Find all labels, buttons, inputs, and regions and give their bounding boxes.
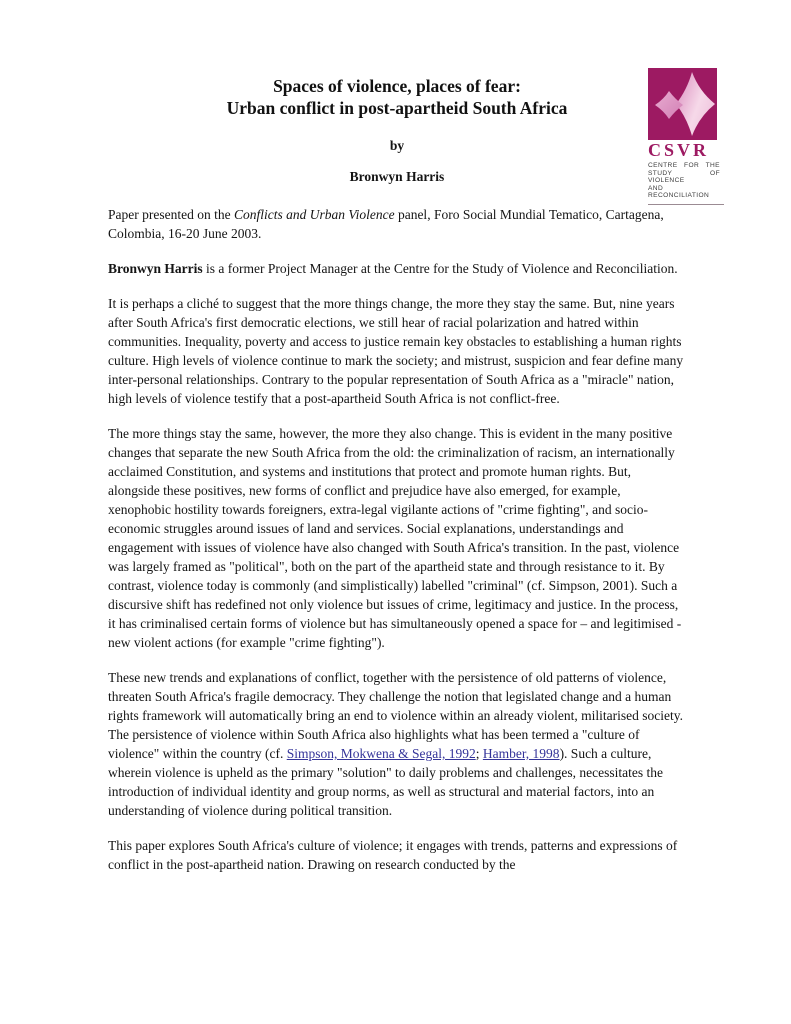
author-name: Bronwyn Harris [349, 169, 445, 184]
text-segment: Paper presented on the [108, 207, 234, 222]
citation-link-hamber-1998[interactable]: Hamber, 1998 [482, 746, 560, 761]
csvr-logo [648, 68, 720, 205]
paragraph [108, 205, 686, 243]
paper-title [108, 75, 686, 119]
csvr-logo-icon [648, 68, 717, 140]
paper-title-line1: Spaces of violence, places of fear: [273, 76, 521, 96]
byline-prefix: by [389, 138, 405, 153]
text-segment: ; [475, 746, 483, 761]
paragraph [108, 294, 686, 408]
text-segment: It is perhaps a cliché to suggest that the more things change, the more they stay the same. But, nine years after South Africa's first democratic elections, we still hear of racial polarization and hatred within communities. Inequality, poverty and access to justice remain key obstacles to establishing a human rights culture. High levels of violence continue to mark the society; and mistrust, suspicion and fear define many inter-personal relationships. Contrary to the popular representation of South Africa as a "miracle" nation, high levels of violence testify that a post-apartheid South Africa is not conflict-free. [108, 296, 684, 406]
text-segment: panel, Foro Social Mundial Tematico, Cartagena, Colombia, 16-20 June 2003. [108, 207, 664, 241]
citation-link-simpson-mokwena-segal-1992[interactable]: Simpson, Mokwena & Segal, 1992 [286, 746, 476, 761]
paper-header [108, 75, 686, 186]
logo-org-line-2: STUDY OF VIOLENCE [648, 169, 720, 185]
logo-org-line-3: AND RECONCILIATION [648, 184, 710, 200]
paragraph [108, 836, 686, 874]
paragraph [108, 424, 686, 652]
text-segment: The more things stay the same, however, the more they also change. This is evident in the many positive changes that separate the new South Africa from the old: the criminalization of racism, an internationally acclaimed Constitution, and systems and institutions that protect and promote human rights. But, alongside these positives, new forms of conflict and prejudice have also emerged, for example, xenophobic hostility towards foreigners, extra-legal vigilante actions of "crime fighting", and socio-economic struggles around issues of land and services. Social explanations, understandings and engagement with issues of violence have also changed with South Africa's transition. In the past, violence was largely framed as "political", both on the part of the apartheid state and through resistance to it. By contrast, violence today is commonly (and simplistically) labelled "criminal" (cf. Simpson, 2001). Such a discursive shift has redefined not only violence but issues of crime, legitimacy and justice. In the process, it has criminalised certain forms of violence but has simultaneously opened a space for – and legitimised - new violent actions (for example "crime fighting"). [108, 426, 682, 650]
paper-title-line2: Urban conflict in post-apartheid South Africa [226, 98, 568, 118]
text-segment: These new trends and explanations of conflict, together with the persistence of old patterns of violence, threaten South Africa's fragile democracy. They challenge the notion that legislated change and a human rights framework will automatically bring an end to violence within an already violent, militarised society. The persistence of violence within South Africa also highlights what has been termed a "culture of violence" within the country (cf. [108, 670, 683, 761]
logo-org-line-1: CENTRE FOR THE [648, 162, 720, 169]
text-segment: Bronwyn Harris [108, 261, 203, 276]
csvr-logo-org-name [648, 162, 720, 200]
logo-divider [648, 204, 724, 205]
paragraph [108, 668, 686, 820]
csvr-logo-acronym: CSVR [648, 140, 710, 160]
paper-body [108, 205, 686, 874]
text-segment: This paper explores South Africa's culture of violence; it engages with trends, patterns and expressions of conflict in the post-apartheid nation. Drawing on research conducted by the [108, 838, 678, 872]
text-segment: is a former Project Manager at the Centre for the Study of Violence and Reconciliation. [202, 261, 678, 276]
text-segment: ). Such a culture, wherein violence is upheld as the primary "solution" to daily problems and challenges, necessitates the introduction of individual identity and group norms, as well as structural and material factors, into an understanding of violence during political transition. [108, 746, 663, 818]
paragraph [108, 259, 686, 278]
text-segment: Conflicts and Urban Violence [233, 207, 395, 222]
